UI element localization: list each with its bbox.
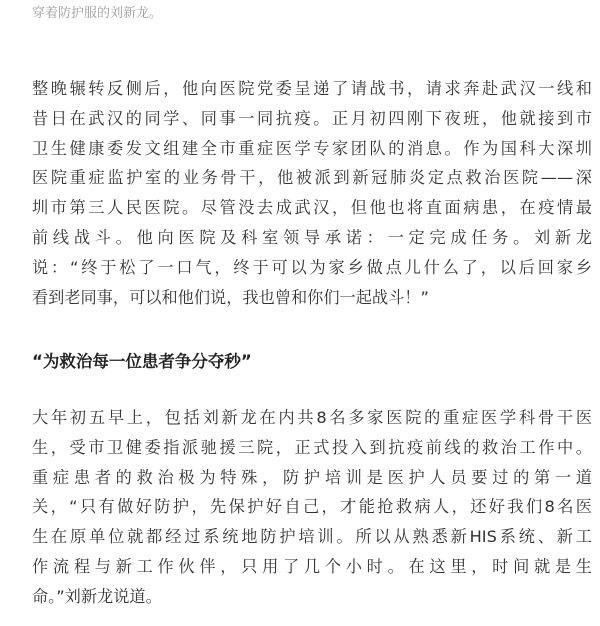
article-paragraph-1	[32, 74, 592, 312]
paragraph-line: 大年初五早上，包括刘新龙在内共8名多家医院的重症医学科骨干医	[32, 408, 592, 427]
paragraph-line: 命。”刘新龙说道。	[32, 586, 162, 606]
paragraph-line: 重症患者的救治极为特殊，防护培训是医护人员要过的第一道	[32, 467, 592, 487]
photo-caption: 穿着防护服的刘新龙。	[32, 6, 163, 21]
paragraph-line: 整晚辗转反侧后，他向医院党委呈递了请战书，请求奔赴武汉一线和	[32, 79, 592, 98]
paragraph-line: 生在原单位就都经过系统地防护培训。所以从熟悉新HIS系统、新工	[32, 527, 592, 547]
paragraph-line: 前线战斗。他向医院及科室领导承诺：一定完成任务。刘新龙	[32, 227, 592, 247]
section-heading: “为救治每一位患者争分夺秒”	[32, 352, 252, 371]
paragraph-line: 看到老同事，可以和他们说，我也曾和你们一起战斗！”	[32, 287, 429, 307]
paragraph-line: 生，受市卫健委指派驰援三院，正式投入到抗疫前线的救治工作中。	[32, 437, 592, 457]
paragraph-line: 卫生健康委发文组建全市重症医学专家团队的消息。作为国科大深圳	[32, 138, 592, 158]
article-paragraph-2	[32, 403, 592, 612]
paragraph-line: 关，“只有做好防护，先保护好自己，才能抢救病人，还好我们8名医	[32, 497, 592, 517]
paragraph-line: 圳市第三人民医院。尽管没去成武汉，但他也将直面病患，在疫情最	[32, 198, 592, 218]
paragraph-line: 昔日在武汉的同学、同事一同抗疫。正月初四刚下夜班，他就接到市	[32, 108, 592, 128]
paragraph-line: 说：“终于松了一口气，终于可以为家乡做点儿什么了，以后回家乡	[32, 257, 592, 277]
paragraph-line: 医院重症监护室的业务骨干，他被派到新冠肺炎定点救治医院——深	[32, 168, 592, 188]
paragraph-line: 作流程与新工作伙伴，只用了几个小时。在这里，时间就是生	[32, 556, 592, 576]
